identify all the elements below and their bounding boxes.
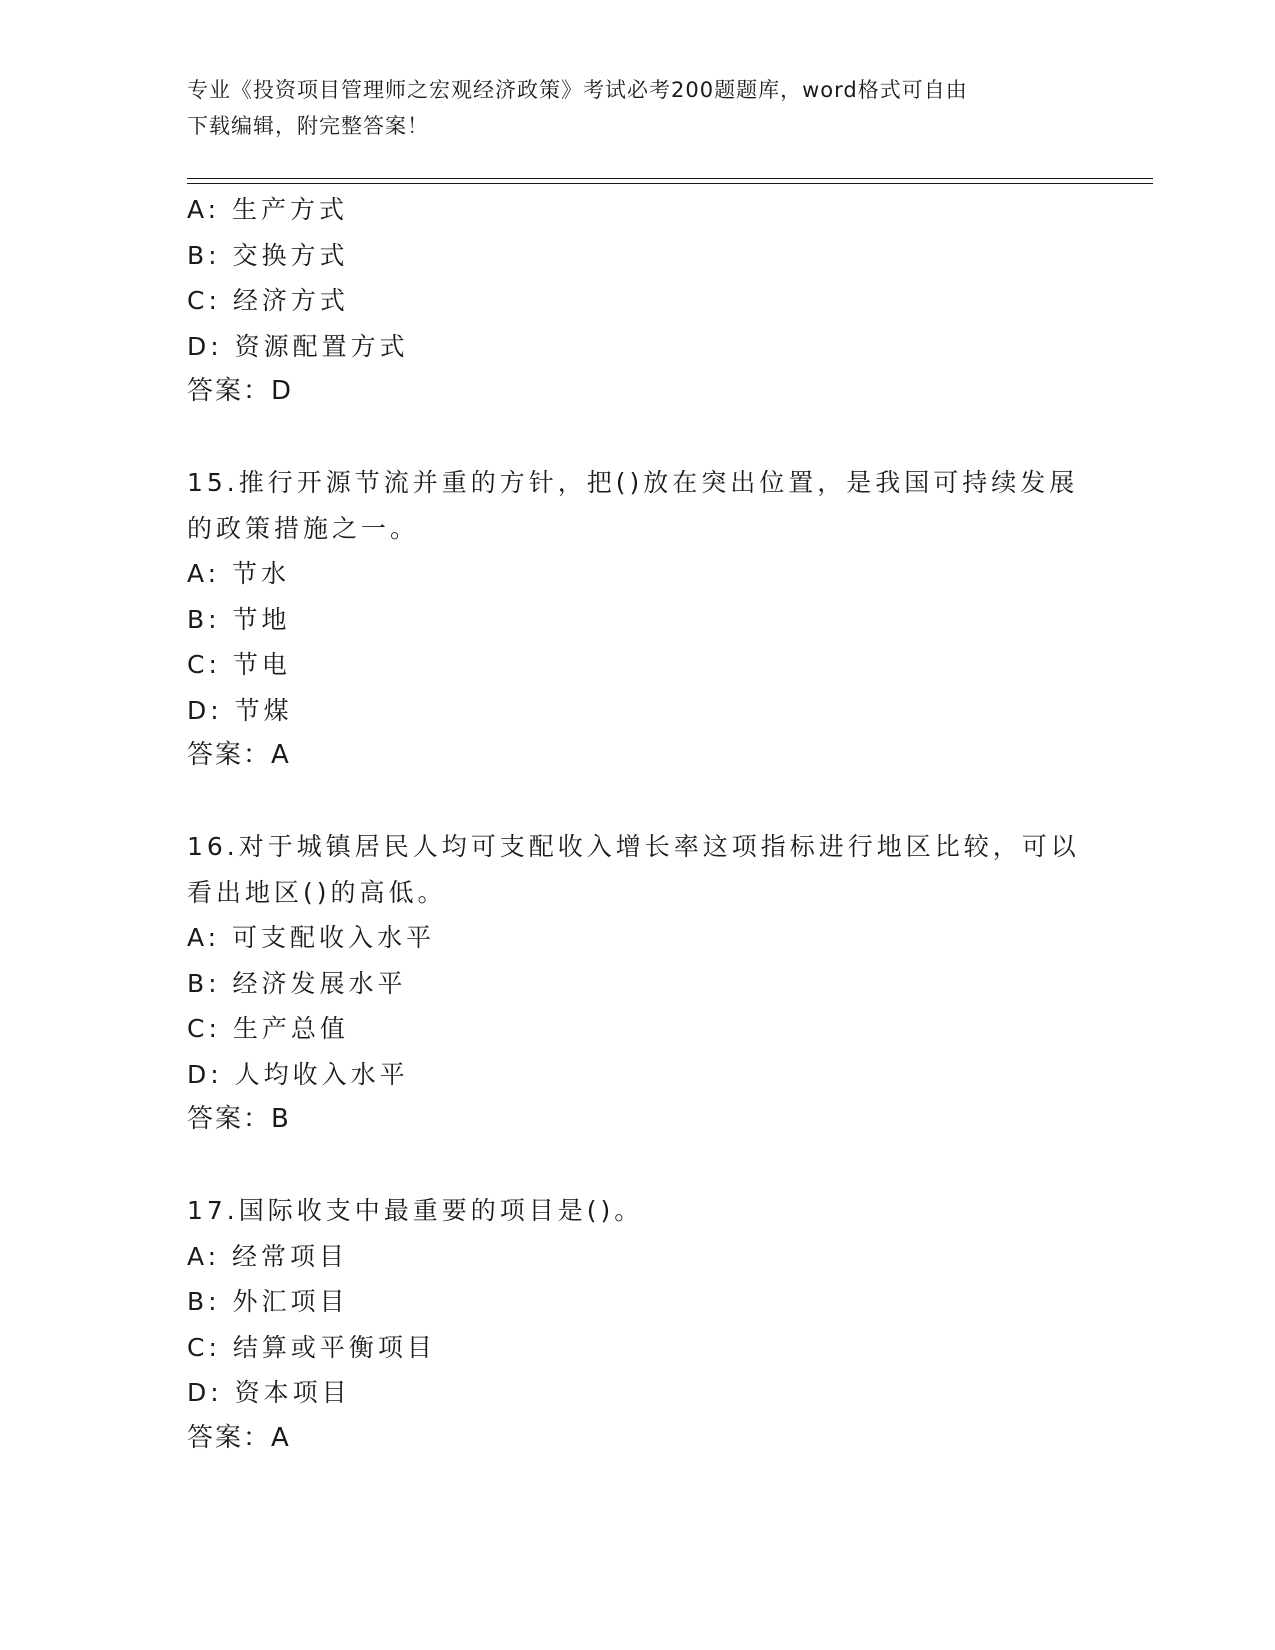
- header-divider-top: [187, 178, 1153, 179]
- option-a: A: 节水: [187, 559, 291, 588]
- question-stem-continued: 看出地区()的高低。: [187, 877, 447, 907]
- option-a: A: 生产方式: [187, 195, 349, 224]
- option-a: A: 可支配收入水平: [187, 923, 436, 952]
- option-c: C: 结算或平衡项目: [187, 1332, 436, 1362]
- option-b: B: 交换方式: [187, 240, 349, 270]
- option-a: A: 经常项目: [187, 1241, 349, 1271]
- question-stem: 15.推行开源节流并重的方针，把()放在突出位置，是我国可持续发展: [187, 468, 1079, 497]
- answer-line: 答案：A: [187, 1422, 291, 1453]
- question-14-continued: [187, 187, 1087, 415]
- option-d: D: 资源配置方式: [187, 331, 409, 361]
- answer-line: 答案：B: [187, 1104, 291, 1134]
- option-b: B: 节地: [187, 604, 291, 634]
- spacer: [187, 779, 1087, 825]
- option-d: D: 节煤: [187, 695, 293, 725]
- header-divider-bottom: [187, 183, 1153, 184]
- header-line-2: 下载编辑，附完整答案！: [187, 114, 429, 138]
- answer-line: 答案：A: [187, 740, 291, 770]
- question-17: [187, 1188, 1087, 1461]
- answer-line: 答案：D: [187, 376, 294, 406]
- option-d: D: 资本项目: [187, 1378, 351, 1407]
- spacer: [187, 1143, 1087, 1189]
- option-c: C: 节电: [187, 650, 291, 679]
- question-stem: 16.对于城镇居民人均可支配收入增长率这项指标进行地区比较，可以: [187, 832, 1080, 861]
- header-line-1: 专业《投资项目管理师之宏观经济政策》考试必考200题题库，word格式可自由: [187, 78, 968, 102]
- question-stem-continued: 的政策措施之一。: [187, 513, 420, 543]
- option-c: C: 生产总值: [187, 1014, 349, 1043]
- document-header: [187, 72, 1087, 144]
- question-stem: 17.国际收支中最重要的项目是()。: [187, 1196, 644, 1225]
- spacer: [187, 415, 1087, 461]
- option-d: D: 人均收入水平: [187, 1059, 409, 1089]
- question-16: [187, 824, 1087, 1143]
- option-b: B: 经济发展水平: [187, 968, 407, 998]
- question-15: [187, 460, 1087, 779]
- option-b: B: 外汇项目: [187, 1287, 349, 1316]
- option-c: C: 经济方式: [187, 286, 349, 315]
- question-list: [187, 187, 1087, 1461]
